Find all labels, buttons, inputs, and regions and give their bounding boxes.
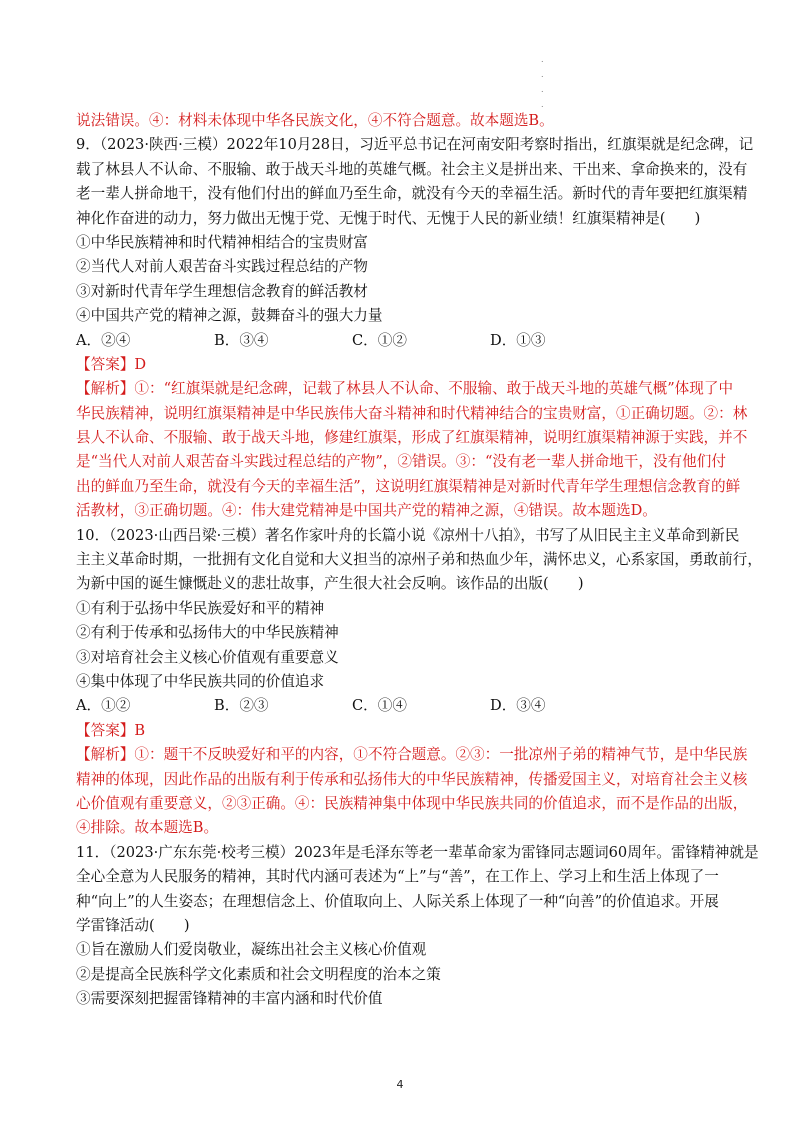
analysis-line: 活教材，③正确切题。④：伟大建党精神是中国共产党的精神之源，④错误。故本题选D。: [76, 502, 657, 520]
statement-item: ④集中体现了中华民族共同的价值追求: [76, 672, 325, 690]
question-stem-line: 为新中国的诞生慷慨赴义的悲壮故事，产生很大社会反响。该作品的出版( ): [76, 575, 584, 593]
question-stem-line: 种“向上”的人生姿态；在理想信念上、价值取向上、人际关系上体现了一种“向善”的价值追求。开展: [76, 892, 719, 910]
analysis-line: 【解析】①：“红旗渠就是纪念碑，记载了林县人不认命、不服输、敢于战天斗地的英雄气概”体现了中: [76, 380, 734, 398]
previous-analysis-tail: 说法错误。④：材料未体现中华各民族文化，④不符合题意。故本题选B。: [76, 112, 554, 129]
question-stem-line: 主主义革命时期，一批拥有文化自觉和大义担当的凉州子弟和热血少年，满怀忠义，心系家国，勇敢前行，: [76, 551, 762, 569]
statement-item: ③对培育社会主义核心价值观有重要意义: [76, 648, 339, 666]
question-9: [76, 133, 754, 523]
question-stem-line: 神化作奋进的动力，努力做出无愧于党、无愧于时代、无愧于人民的新业绩！红旗渠精神是( ): [76, 209, 701, 227]
answer-options: [76, 694, 726, 718]
statement-item: ①中华民族精神和时代精神相结合的宝贵财富: [76, 233, 368, 251]
question-stem-line: 9．（2023·陕西·三模）2022年10月28日，习近平总书记在河南安阳考察时指出，红旗渠就是纪念碑，记: [76, 136, 754, 154]
question-11: [76, 841, 759, 1012]
question-stem-line: 学雷锋活动( ): [76, 916, 190, 934]
question-stem-line: 载了林县人不认命、不服输、敢于战天斗地的英雄气概。社会主义是拼出来、干出来、拿命换来的，没有: [76, 160, 748, 178]
analysis-line: 精神的体现，因此作品的出版有利于传承和弘扬伟大的中华民族精神，传播爱国主义，对培育社会主义核: [76, 770, 748, 788]
option-b: B．②③: [214, 697, 269, 715]
question-stem-line: 全心全意为人民服务的精神，其时代内涵可表述为“上”与“善”，在工作上、学习上和生活上体现了一: [76, 868, 719, 886]
statement-item: ③对新时代青年学生理想信念教育的鲜活教材: [76, 282, 368, 300]
answer-options: [76, 329, 726, 353]
statement-item: ①旨在激励人们爱岗敬业，凝练出社会主义核心价值观: [76, 941, 427, 959]
option-a: A．①②: [76, 697, 131, 715]
option-b: B．③④: [214, 331, 269, 349]
statement-item: ②有利于传承和弘扬伟大的中华民族精神: [76, 624, 339, 642]
page-number: 4: [396, 1078, 404, 1091]
analysis-line: 华民族精神，说明红旗渠精神是中华民族伟大奋斗精神和时代精神结合的宝贵财富，①正确切题。②：林: [76, 404, 748, 422]
question-stem-line: 老一辈人拼命地干，没有他们付出的鲜血乃至生命，就没有今天的幸福生活。新时代的青年要把红旗渠精: [76, 185, 748, 203]
analysis-line: 县人不认命、不服输、敢于战天斗地，修建红旗渠，形成了红旗渠精神，说明红旗渠精神源于实践，并不: [76, 429, 748, 447]
question-10: [76, 524, 762, 841]
answer-label: 【答案】D: [76, 355, 147, 373]
option-d: D．③④: [490, 697, 546, 715]
analysis-line: 是“当代人对前人艰苦奋斗实践过程总结的产物”，②错误。③：“没有老一辈人拼命地干，没有他们付: [76, 453, 726, 471]
answer-label: 【答案】B: [76, 721, 146, 739]
option-d: D．①③: [490, 331, 546, 349]
question-stem-line: 11．（2023·广东东莞·校考三模）2023年是毛泽东等老一辈革命家为雷锋同志题词60周年。雷锋精神就是: [76, 843, 759, 861]
statement-item: ②是提高全民族科学文化素质和社会文明程度的治本之策: [76, 965, 441, 983]
page-content: [76, 109, 762, 1011]
statement-item: ③需要深刻把握雷锋精神的丰富内涵和时代价值: [76, 990, 383, 1008]
header-dots: . . . .: [541, 55, 544, 109]
statement-item: ①有利于弘扬中华民族爱好和平的精神: [76, 599, 325, 617]
statement-item: ④中国共产党的精神之源，鼓舞奋斗的强大力量: [76, 307, 383, 325]
analysis-line: 【解析】①：题干不反映爱好和平的内容，①不符合题意。②③：一批凉州子弟的精神气节，是中华民族: [76, 746, 748, 764]
statement-item: ②当代人对前人艰苦奋斗实践过程总结的产物: [76, 258, 368, 276]
option-a: A．②④: [76, 331, 131, 349]
question-stem-line: 10．（2023·山西吕梁·三模）著名作家叶舟的长篇小说《凉州十八拍》，书写了从旧民主主义革命到新民: [76, 526, 740, 544]
analysis-line: 出的鲜血乃至生命，就没有今天的幸福生活”，这说明红旗渠精神是对新时代青年学生理想信念教育的鲜: [76, 477, 741, 495]
option-c: C．①④: [352, 697, 407, 715]
analysis-line: ④排除。故本题选B。: [76, 819, 219, 837]
analysis-line: 心价值观有重要意义，②③正确。④：民族精神集中体现中华民族共同的价值追求，而不是作品的出版，: [76, 794, 748, 812]
option-c: C．①②: [352, 331, 407, 349]
